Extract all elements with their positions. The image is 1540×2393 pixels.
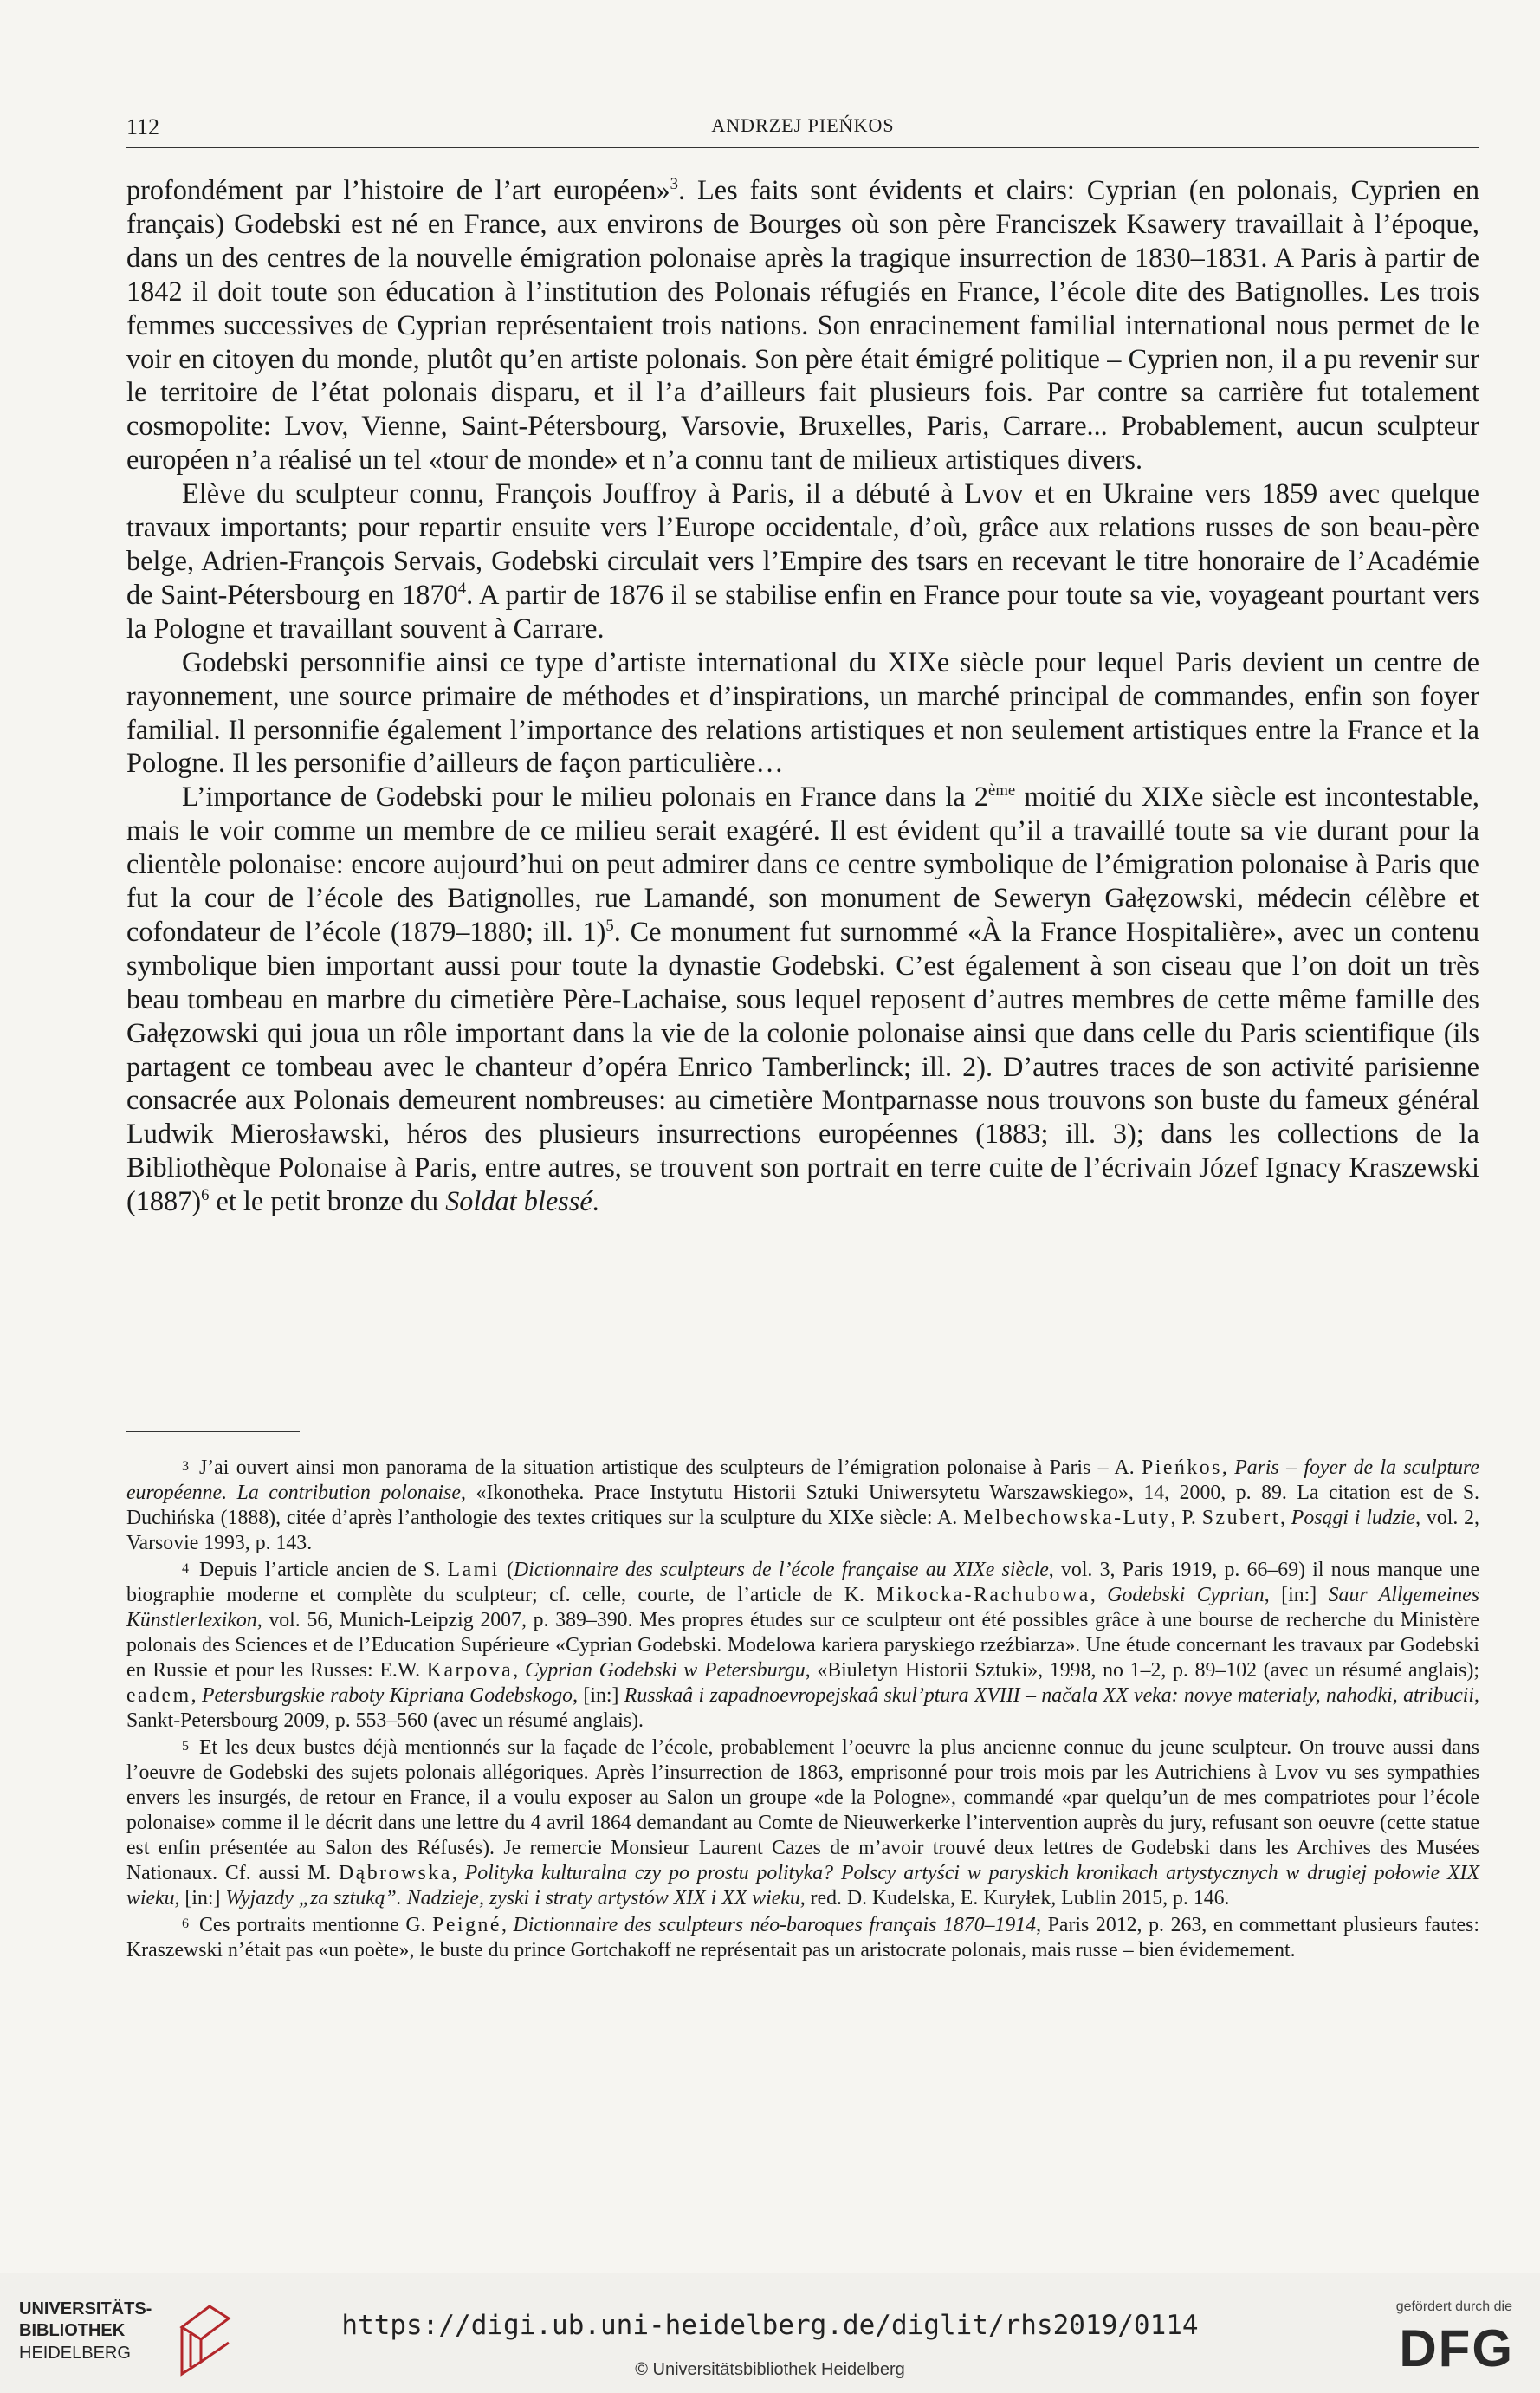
footnote-mark: 4 [182, 1561, 189, 1576]
footnote-6 [126, 1911, 1479, 1963]
text-run: moitié du XIXe siècle est incontestable, mais le voir comme un membre de ce milieu serait exagéré. Il est évident qu’il a travaillé toute sa vie durant pour la clientèle polonaise: encore aujourd’hui on peut admirer dans ce centre symbolique de l’émigration polonaise à Paris que fut la cour de l’école des Batignolles, rue Lamandé, son monument de Seweryn Gałęzowski, médecin célèbre et cofondateur de l’école (1879–1880; ill. 1) [126, 781, 1479, 947]
text-run: . Ce monument fut surnommé «À la France Hospitalière», avec un contenu symbolique bien important aussi pour toute la dynastie Godebski. C’est également à son ciseau que l’on doit un très beau tombeau en marbre du cimetière Père-Lachaise, sous lequel reposent d’autres membres de cette même famille des Gałęzowski qui joua un rôle important dans la vie de la colonie polonaise ainsi que dans celle du Paris scientifique (ils partagent ce tombeau avec le chanteur d’opéra Enrico Tamberlinck; ill. 2). D’autres traces de son activité parisienne consacrée aux Polonais demeurent nombreuses: au cimetière Montparnasse nous trouvons son buste du fameux général Ludwik Mierosławski, héros des plusieurs insurrections européennes (1883; ill. 3); dans les collections de la Bibliothèque Polonaise à Paris, entre autres, se trouvent son portrait en terre cuite de l’écrivain Józef Ignacy Kraszewski (1887) [126, 915, 1479, 1217]
text-run: profondément par l’histoire de l’art européen» [126, 174, 670, 205]
footnote-3 [126, 1454, 1479, 1556]
footnote-separator [126, 1431, 300, 1432]
author-name: Mikocka-Rachubowa [876, 1584, 1090, 1606]
author-name: Karpova [426, 1659, 514, 1682]
work-title: Cyprian Godebski w Petersburgu [524, 1659, 806, 1682]
text-run: , [501, 1914, 514, 1936]
paragraph-3 [126, 645, 1479, 781]
text-run: , vol. 56, Munich-Leipzig 2007, p. 389–390. Mes propres études sur ce sculpteur ont été possibles grâce à une bourse de recherche du Ministère polonais des Sciences et de l’Education Supérieure «Cyprian Godebski. Modelowa kariera paryskiego rzeźbiarza». Une étude concernant les travaux par Godebski en Russie et pour les Russes: E.W. [126, 1609, 1479, 1682]
text-run: . Les faits sont évidents et clairs: Cyprian (en polonais, Cyprien en français) Godebski est né en France, aux environs de Bourges où son père Franciszek Ksawery travaillait à l’époque, dans un des centres de la nouvelle émigration polonaise après la tragique insurrection de 1830–1831. A Paris à partir de 1842 il doit toute son éducation à l’institution des Polonais réfugiés en France, l’école dite des Batignolles. Les trois femmes successives de Cyprian représentaient trois nations. Son enracinement familial international nous permet de le voir en citoyen du monde, plutôt qu’en artiste polonais. Son père était émigré politique – Cyprien non, il a pu revenir sur le territoire de l’état polonais disparu, et il l’a d’ailleurs fait plusieurs fois. Par contre sa carrière fut totalement cosmopolite: Lvov, Vienne, Saint-Pétersbourg, Varsovie, Bruxelles, Paris, Carrare... Probablement, aucun sculpteur européen n’a réalisé un tel «tour de monde» et n’a connu tant de milieux artistiques divers. [126, 174, 1479, 476]
library-name-line-2: BIBLIOTHEK [19, 2321, 126, 2340]
text-run: , «Ikonotheka. Prace Instytutu Historii Sztuki Uniwersytetu Warszawskiego», 14, 2000, p. 89. La citation est de S. Duchińska (1888), citée d’après l’anthologie des textes critiques sur la sculpture du XIXe siècle: A. [126, 1482, 1480, 1529]
text-run: , [1090, 1584, 1108, 1606]
superscript-eme: ème [988, 781, 1016, 801]
work-title: Dictionnaire des sculpteurs néo-baroques français 1870–1914 [513, 1914, 1037, 1936]
text-run: , [in:] [1264, 1584, 1329, 1606]
author-name: Dąbrowska [338, 1862, 452, 1884]
footnote-ref-4[interactable]: 4 [457, 580, 467, 599]
text-run: , [1221, 1456, 1235, 1479]
text-run: . A partir de 1876 il se stabilise enfin en France pour toute sa vie, voyageant pourtant vers la Pologne et travaillant souvent à Carrare. [126, 578, 1479, 644]
work-title: Dictionnaire des sculpteurs de l’école française au XIXe siècle [514, 1559, 1049, 1581]
footnote-4 [126, 1556, 1479, 1734]
author-name: Pieńkos [1142, 1456, 1222, 1479]
text-run: Elève du sculpteur connu, François Jouffroy à Paris, il a débuté à Lvov et en Ukraine vers 1859 avec quelque travaux importants; pour repartir ensuite vers l’Europe occidentale, d’où, grâce aux relations russes de son beau-père belge, Adrien-François Servais, Godebski circulait vers l’Empire des tsars en recevant le titre honoraire de l’Académie de Saint-Pétersbourg en 1870 [126, 477, 1479, 610]
footnote-mark: 6 [182, 1916, 189, 1931]
text-run: et le petit bronze du [209, 1185, 446, 1217]
text-run: J’ai ouvert ainsi mon panorama de la situation artistique des sculpteurs de l’émigration polonaise à Paris – A. [199, 1456, 1142, 1479]
footnote-ref-6[interactable]: 6 [201, 1186, 210, 1205]
text-run: , [1279, 1507, 1291, 1529]
paragraph-2 [126, 477, 1479, 645]
author-name: Peigné [432, 1914, 501, 1936]
library-name-line-3: HEIDELBERG [19, 2344, 131, 2363]
text-run: , [513, 1659, 525, 1682]
author-name: Lami [447, 1559, 500, 1581]
work-title: Wyjazdy „za sztuką”. Nadzieje, zyski i straty artystów XIX i XX wieku [225, 1887, 800, 1910]
sponsor-logo[interactable] [1367, 2299, 1514, 2377]
text-run: , vol. 3, Paris 1919, p. 66–69) il nous manque une biographie moderne et complète du sculpteur; cf. celle, courte, de l’article de K. [126, 1559, 1480, 1606]
text-run: , [451, 1862, 465, 1884]
running-header [126, 111, 1479, 148]
permalink-url[interactable]: https://digi.ub.uni-heidelberg.de/diglit/rhs2019/0114 [341, 2310, 1199, 2341]
text-run: Depuis l’article ancien de S. [199, 1559, 448, 1581]
text-run: , Sankt-Petersbourg 2009, p. 553–560 (avec un résumé anglais). [126, 1684, 1479, 1732]
work-title: Saur Allgemeines Künstlerlexikon [126, 1584, 1479, 1631]
work-title: Posągi i ludzie [1291, 1507, 1416, 1529]
text-run: ( [499, 1559, 514, 1581]
work-title: Polityka kulturalna czy po prostu polityka? Polscy artyści w paryskich kronikach artystycznych w drugiej połowie XIX wieku [126, 1862, 1479, 1910]
text-run: Godebski personnifie ainsi ce type d’artiste international du XIXe siècle pour lequel Paris devient un centre de rayonnement, une source primaire de méthodes et d’inspirations, un marché principal de commandes, enfin son foyer familial. Il personnifie également l’importance des relations artistiques et non seulement artistiques entre la France et la Pologne. Il les personifie d’ailleurs de façon particulière… [126, 645, 1479, 779]
footnote-mark: 3 [182, 1459, 189, 1474]
copyright-notice: © Universitätsbibliothek Heidelberg [635, 2360, 905, 2379]
text-run: , vol. 2, Varsovie 1993, p. 143. [126, 1507, 1480, 1554]
artwork-title: Soldat blessé [445, 1185, 592, 1217]
page-number: 112 [126, 114, 160, 139]
text-run: Et les deux bustes déjà mentionnés sur la façade de l’école, probablement l’oeuvre la plus ancienne connue du jeune sculpteur. On trouve aussi dans l’oeuvre de Godebski des sujets polonais allégoriques. Après l’insurrection de 1863, emprisonné pour trois mois par les Autrichiens à Lvov vu ses sympathies envers les insurgés, de retour en France, il a voulu exposer au Salon un groupe «de la Pologne», commandé «par quelqu’un de mes compatriotes pour l’école polonaise» comme il le décrit dans une lettre du 4 avril 1864 demandant au Comte de Nieuwerkerke l’intervention auprès du jury, refusant son oeuvre (cette statue est enfin présentée au Salon des Réfusés). Je remercie Monsieur Laurent Cazes de m’avoir trouvé deux lettres de Godebski dans les Archives des Musées Nationaux. Cf. aussi M. [126, 1736, 1479, 1884]
author-name: eadem [126, 1684, 191, 1707]
text-run: , Paris 2012, p. 263, en commettant plusieurs fautes: Kraszewski n’était pas «un poète», le buste du prince Gortchakoff ne représentait pas un aristocrate polonais, mais russe – bien évidemement. [126, 1914, 1479, 1962]
work-title: Russkaâ i zapadnoevropejskaâ skul’ptura XVIII – načala XX veka: novye materialy, nahodki, atribucii [624, 1684, 1475, 1707]
paragraph-4 [126, 780, 1479, 1218]
footnote-5 [126, 1734, 1479, 1911]
text-run: , red. D. Kudelska, E. Kuryłek, Lublin 2015, p. 146. [799, 1887, 1230, 1910]
footnotes [126, 1454, 1479, 1963]
author-name: Szubert [1201, 1507, 1280, 1529]
footnote-ref-5[interactable]: 5 [605, 917, 614, 936]
text-run: Ces portraits mentionne G. [199, 1914, 433, 1936]
text-run: , [in:] [174, 1887, 226, 1910]
text-run: , P. [1170, 1507, 1202, 1529]
text-run: , [in:] [573, 1684, 624, 1707]
running-title: ANDRZEJ PIEŃKOS [711, 114, 895, 136]
paragraph-1 [126, 173, 1479, 477]
library-name-line-1: UNIVERSITÄTS- [19, 2299, 152, 2318]
footnote-ref-3[interactable]: 3 [670, 175, 678, 194]
text-run: L’importance de Godebski pour le milieu polonais en France dans la 2 [182, 781, 989, 813]
dfg-logo-icon: DFG [1399, 2319, 1514, 2377]
author-name: Melbechowska-Luty [963, 1507, 1171, 1529]
footnote-mark: 5 [182, 1739, 189, 1754]
work-title: Godebski Cyprian [1107, 1584, 1265, 1606]
text-run: , [191, 1684, 202, 1707]
viewer-footer [0, 2273, 1540, 2393]
text-run: . [592, 1185, 599, 1217]
body-text [126, 173, 1479, 1218]
text-run: , «Biuletyn Historii Sztuki», 1998, no 1–2, p. 89–102 (avec un résumé anglais); [805, 1659, 1479, 1682]
sponsor-caption: gefördert durch die [1395, 2299, 1512, 2314]
work-title: Paris – foyer de la sculpture européenne. La contribution polonaise [126, 1456, 1479, 1504]
work-title: Petersburgskie raboty Kipriana Godebskogo [201, 1684, 573, 1707]
